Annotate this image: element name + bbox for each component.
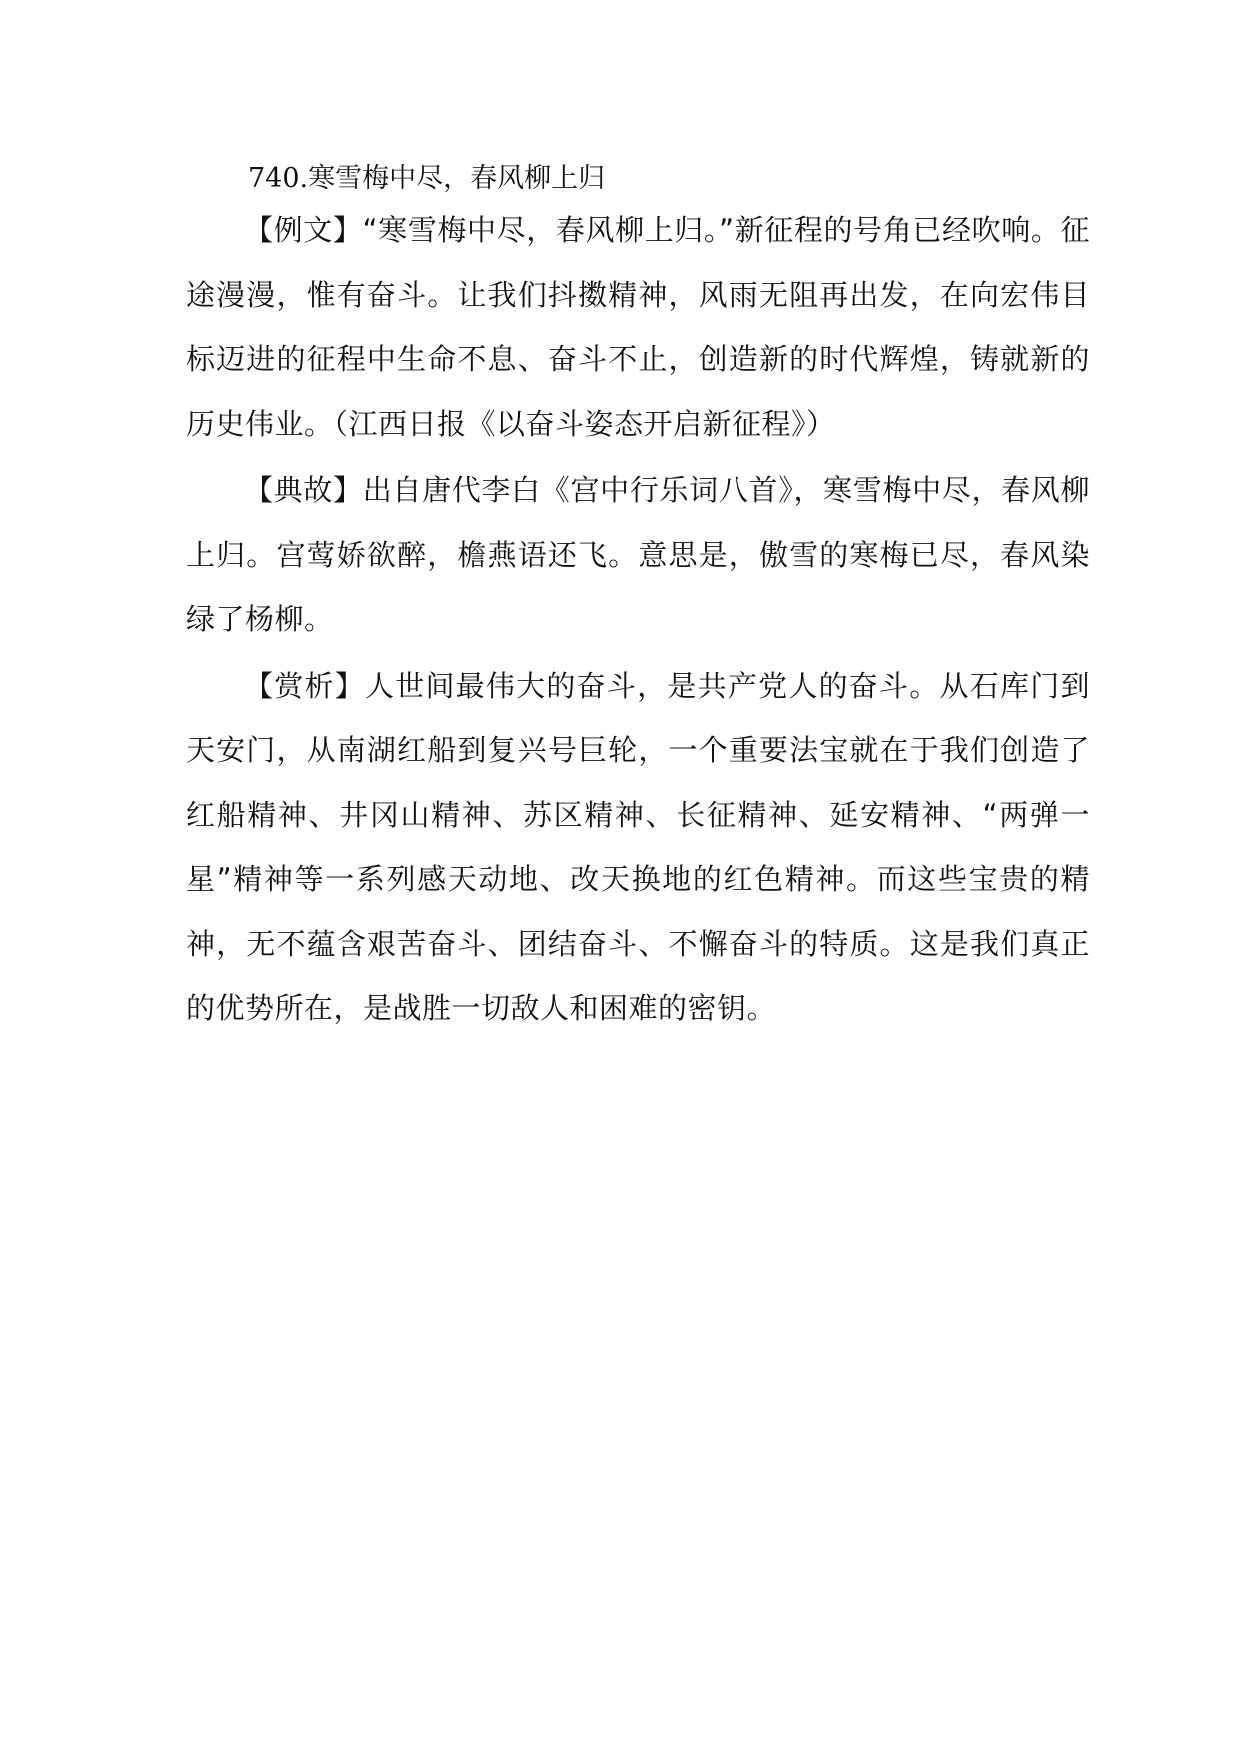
analysis-tag: 【赏析】 <box>244 668 365 703</box>
analysis-paragraph <box>186 654 1090 1041</box>
example-tag: 【例文】 <box>244 213 363 247</box>
allusion-text: 出自唐代李白《宫中行乐词八首》，寒雪梅中尽，春风柳上归。宫莺娇欲醉，檐燕语还飞。意思是，傲雪的寒梅已尽，春风染绿了杨柳。 <box>186 473 1090 636</box>
allusion-tag: 【典故】 <box>244 473 363 507</box>
entry-title: 740.寒雪梅中尽，春风柳上归 <box>248 163 606 194</box>
allusion-paragraph <box>186 458 1090 652</box>
example-text: “寒雪梅中尽，春风柳上归。”新征程的号角已经吹响。征途漫漫，惟有奋斗。让我们抖擞精神，风雨无阻再出发，在向宏伟目标迈进的征程中生命不息、奋斗不止，创造新的时代辉煌，铸就新的历史伟业。（江西日报《以奋斗姿态开启新征程》） <box>186 213 1090 441</box>
analysis-text: 人世间最伟大的奋斗，是共产党人的奋斗。从石库门到天安门，从南湖红船到复兴号巨轮，一个重要法宝就在于我们创造了红船精神、井冈山精神、苏区精神、长征精神、延安精神、“两弹一星”精神等一系列感天动地、改天换地的红色精神。而这些宝贵的精神，无不蕴含艰苦奋斗、团结奋斗、不懈奋斗的特质。这是我们真正的优势所在，是战胜一切敌人和困难的密钥。 <box>186 668 1090 1025</box>
document-body <box>186 158 1090 1041</box>
example-paragraph <box>186 198 1090 456</box>
